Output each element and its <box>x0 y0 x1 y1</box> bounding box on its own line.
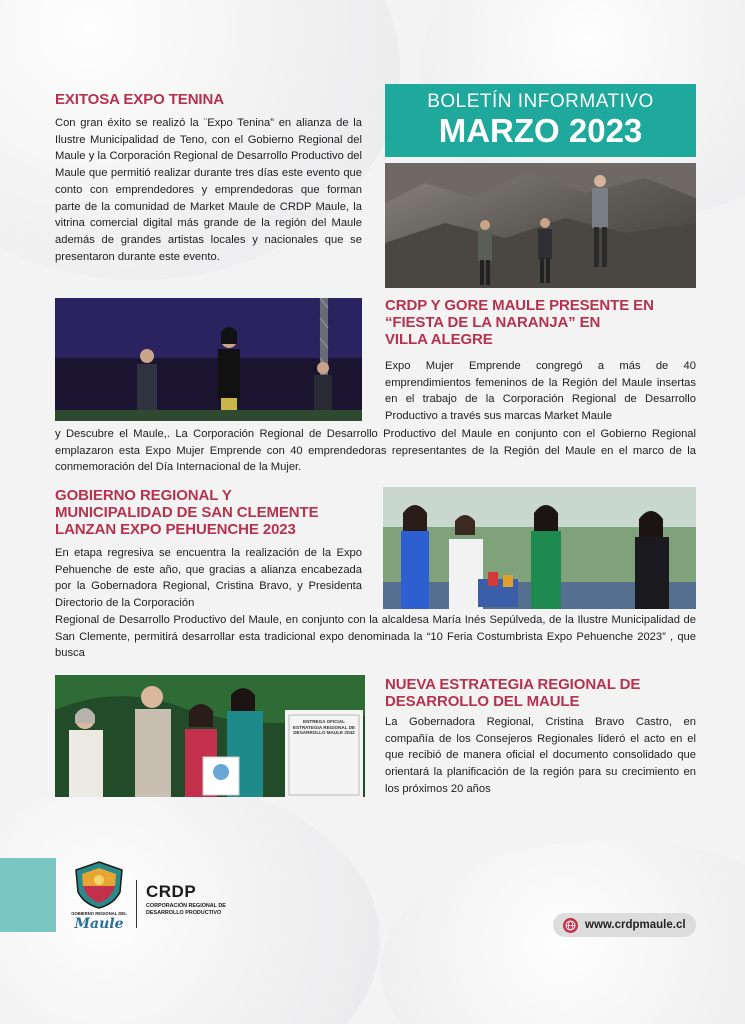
expo-tenina-body: Con gran éxito se realizó la ¨Expo Tenina” en alianza de la Ilustre Municipalidad de Teno, con el Gobierno Regional del Maule y la Corporación Regional de Desarrollo Productivo del Maule que permitió realizar durante tres días este evento que conto con emprendedores y emprendedoras que forman parte de la comunidad de Market Maule de CRDP Maule, la vitrina comercial digital más grande de la región del Maule además de grandes artistas locales y nacionales que se presentaron durante este evento. <box>55 117 362 263</box>
maule-label: Maule <box>74 916 124 932</box>
fiesta-naranja-body-part2: y Descubre el Maule,. La Corporación Regional de Desarrollo Productivo del Maule en conjunto con el Gobierno Regional emplazaron esta Expo Mujer Emprende con 40 emprendedoras representantes de la Región del Maule en el marco de la conmemoración del Día Internacional de la Mujer. <box>55 428 696 474</box>
fiesta-naranja-title <box>385 297 705 348</box>
crdp-subtitle-line1: CORPORACIÓN REGIONAL DE <box>146 903 226 909</box>
logo-divider <box>136 880 137 928</box>
gobierno-regional-label: GOBIERNO REGIONAL DEL <box>71 911 127 916</box>
expo-pehuenche-title <box>55 487 375 538</box>
footer-logos <box>64 858 239 938</box>
footer-accent-block <box>0 858 56 932</box>
expo-pehuenche-body-part2: Regional de Desarrollo Productivo del Maule, en conjunto con la alcaldesa María Inés Sepúlveda, de la Ilustre Municipalidad de San Clemente, permitirá desarrollar esta tradicional expo denominada la “10 Feria Costumbrista Expo Pehuenche 2023” , que busca <box>55 614 696 660</box>
expo-tenina-title: EXITOSA EXPO TENINA <box>55 91 224 108</box>
women-entrepreneurs-photo <box>383 487 696 609</box>
newsletter-banner <box>385 84 696 157</box>
globe-icon <box>563 918 578 933</box>
estrategia-body: La Gobernadora Regional, Cristina Bravo Castro, en compañía de los Consejeros Regionales lideró el acto en el que recibió de manera oficial el documento consolidado que orientará la planificación de la región para su crecimiento en los próximos 20 años <box>385 716 696 795</box>
certificate-title: ENTREGA OFICIAL ESTRATEGIA REGIONAL DE DESARROLLO MAULE 2042 <box>292 719 356 736</box>
crdp-logo-text: CRDP <box>146 882 197 901</box>
estrategia-title-line1: NUEVA ESTRATEGIA REGIONAL DE <box>385 676 641 693</box>
expo-pehuenche-body-part1: En etapa regresiva se encuentra la realización de la Expo Pehuenche de este año, que gracias a alianza encabezada por la Gobernadora Regional, Cristina Bravo, y Presidenta Directorio de la Corporación <box>55 547 362 610</box>
estrategia-title <box>385 676 705 710</box>
banner-subtitle: BOLETÍN INFORMATIVO <box>427 91 654 112</box>
banner-title: MARZO 2023 <box>438 112 643 149</box>
expo-pehuenche-title-line3: LANZAN EXPO PEHUENCHE 2023 <box>55 521 296 538</box>
expo-pehuenche-title-line1: GOBIERNO REGIONAL Y <box>55 487 232 504</box>
estrategia-title-line2: DESARROLLO DEL MAULE <box>385 693 580 710</box>
strategy-handover-photo <box>55 675 365 797</box>
expo-pehuenche-title-line2: MUNICIPALIDAD DE SAN CLEMENTE <box>55 504 319 521</box>
crdp-subtitle-line2: DESARROLLO PRODUCTIVO <box>146 910 222 916</box>
website-link[interactable] <box>553 913 696 937</box>
fiesta-naranja-title-line1: CRDP Y GORE MAULE PRESENTE EN <box>385 297 654 314</box>
stage-performance-photo <box>55 298 362 421</box>
fiesta-naranja-title-line2: “FIESTA DE LA NARANJA” EN <box>385 314 601 331</box>
gobierno-regional-shield-icon <box>72 860 126 910</box>
website-url: www.crdpmaule.cl <box>585 919 686 931</box>
fiesta-naranja-body-part1: Expo Mujer Emprende congregó a más de 40 emprendimientos femeninos de la Región del Maule insertas en el trabajo de la Corporación Regional de Desarrollo Productivo a través sus marcas Market Maule <box>385 360 696 423</box>
hiking-group-photo <box>385 163 696 288</box>
fiesta-naranja-title-line3: VILLA ALEGRE <box>385 331 493 348</box>
